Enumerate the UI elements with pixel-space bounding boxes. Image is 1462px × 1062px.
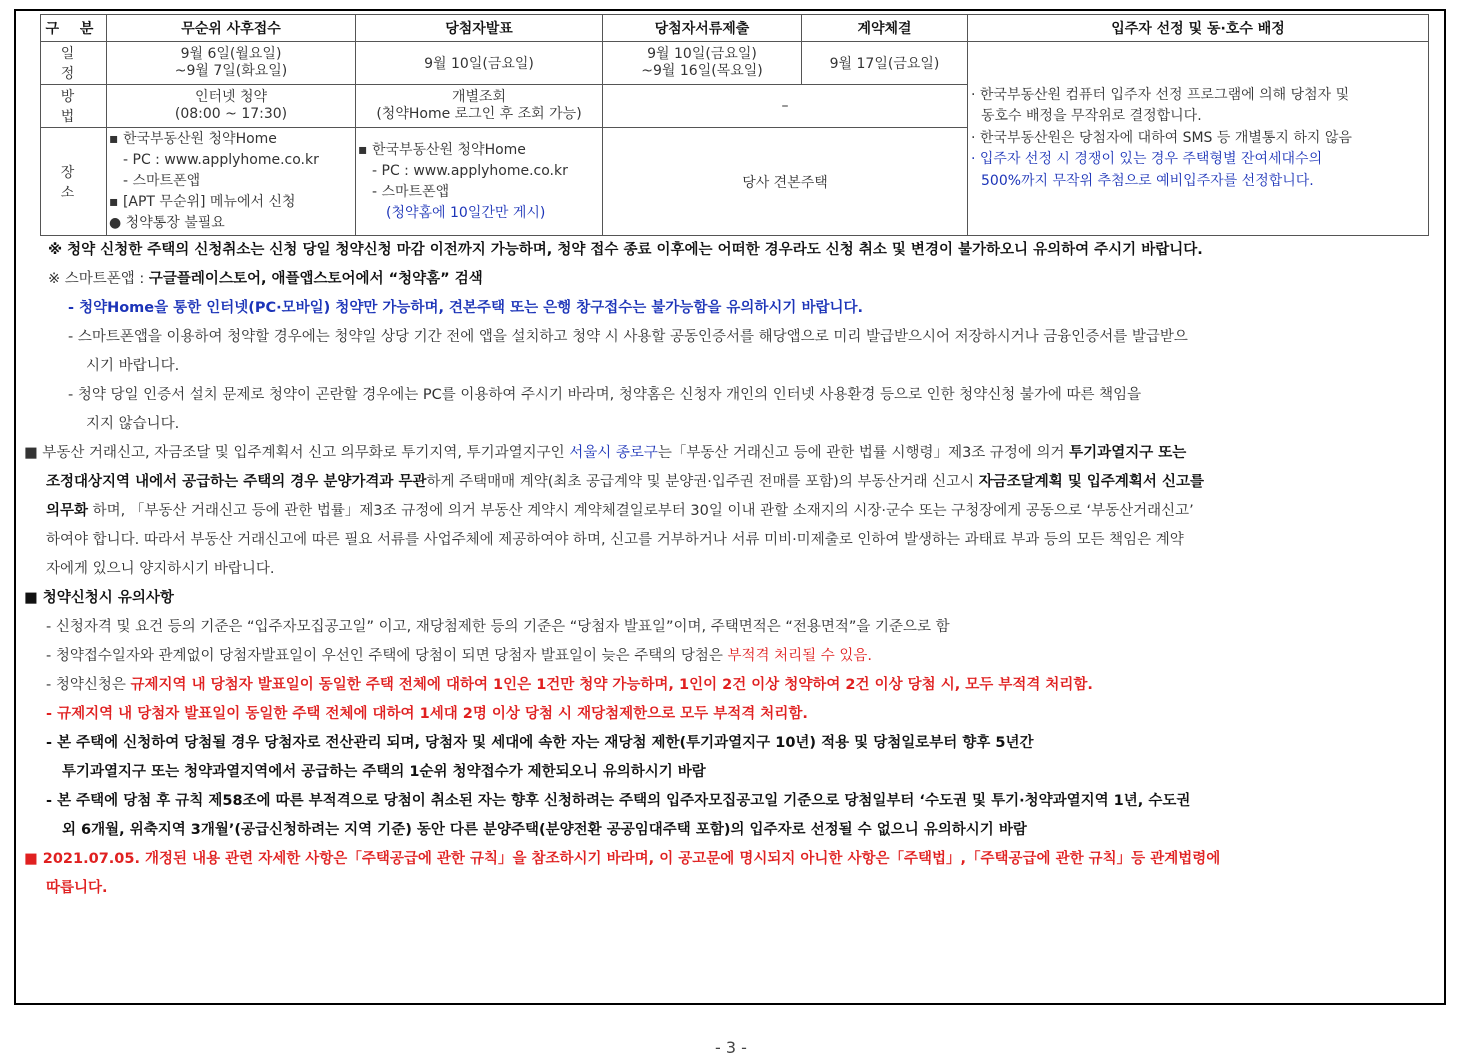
report-2b: 하게 주택매매 계약(최초 공급계약 및 분양권·입주권 전매를 포함)의 부동산거래 신고시 bbox=[426, 474, 979, 490]
place-unranked-2: - PC : www.applyhome.co.kr bbox=[123, 152, 319, 168]
date-announcement: 9월 10일(금요일) bbox=[356, 42, 603, 85]
report-3b: 하며, 「부동산 거래신고 등에 관한 법률」제3조 규정에 의거 부동산 계약시 계약체결일로부터 30일 이내 관할 소재지의 시장·군수 또는 구청장에게 공동으로 ‘부동산거래신고’ bbox=[88, 503, 1194, 519]
note-certificate-b: 시기 바랍니다. bbox=[86, 358, 180, 374]
method-documents-contract: – bbox=[603, 85, 968, 128]
note-internet-only: - 청약Home을 통한 인터넷(PC·모바일) 청약만 가능하며, 견본주택 또는 은행 창구접수는 불가능함을 유의하시기 바랍니다. bbox=[68, 300, 863, 316]
caution-5a: - 본 주택에 신청하여 당첨될 경우 당첨자로 전산관리 되며, 당첨자 및 세대에 속한 자는 재당첨 제한(투기과열지구 10년) 적용 및 당첨일로부터 향후 5년간 bbox=[46, 735, 1034, 751]
report-1b-region: 서울시 종로구 bbox=[569, 445, 658, 461]
date-unranked-end: ~9월 7일(화요일) bbox=[174, 63, 288, 79]
header-category: 구 분 bbox=[41, 15, 107, 42]
note-pc-b: 지지 않습니다. bbox=[86, 416, 180, 432]
place-announcement-2: - PC : www.applyhome.co.kr bbox=[372, 162, 568, 179]
method-announcement bbox=[356, 85, 603, 128]
place-announcement-3: - 스마트폰앱 bbox=[372, 183, 450, 200]
date-documents-end: ~9월 16일(목요일) bbox=[641, 63, 763, 79]
place-unranked bbox=[107, 128, 356, 236]
row-label-date: 일 정 bbox=[41, 42, 107, 85]
report-2c: 자금조달계획 및 입주계획서 신고를 bbox=[978, 474, 1204, 490]
place-unranked-4: ▪ [APT 무순위] 메뉴에서 신청 bbox=[109, 194, 296, 210]
place-announcement bbox=[356, 128, 603, 236]
page-number: - 3 - bbox=[715, 1038, 747, 1057]
selection-cell bbox=[968, 42, 1429, 236]
law-note-b: 따릅니다. bbox=[46, 880, 108, 896]
caution-2a: - 청약접수일자와 관계없이 당첨자발표일이 우선인 주택에 당첨이 되면 당첨자 발표일이 늦은 주택의 당첨은 bbox=[46, 648, 728, 664]
selection-line-5: 500%까지 무작위 추첨으로 예비입주자를 선정합니다. bbox=[981, 172, 1314, 189]
caution-2 bbox=[46, 644, 872, 665]
header-contract: 계약체결 bbox=[802, 15, 968, 42]
note-cancel: ※ 청약 신청한 주택의 신청취소는 신청 당일 청약신청 마감 이전까지 가능하며, 청약 접수 종료 이후에는 어떠한 경우라도 신청 취소 및 변경이 불가하오니 유의하여 주시기 바랍니다. bbox=[48, 242, 1203, 258]
method-announcement-b: (청약Home 로그인 후 조회 가능) bbox=[376, 106, 582, 122]
report-1d: 투기과열지구 또는 bbox=[1069, 445, 1187, 461]
method-unranked-a: 인터넷 청약 bbox=[194, 89, 268, 105]
report-line-4: 하여야 합니다. 따라서 부동산 거래신고에 따른 필요 서류를 사업주체에 제공하여야 하며, 신고를 거부하거나 서류 미비·미제출로 인하여 발생하는 과태료 부과 등의 모든 책임은 계약 bbox=[46, 532, 1184, 548]
header-winner-announcement: 당첨자발표 bbox=[356, 15, 603, 42]
note-app-stores: 구글플레이스토어, 애플앱스토어에서 “청약홈” 검색 bbox=[148, 271, 483, 287]
note-app bbox=[48, 267, 483, 288]
place-unranked-1: ▪ 한국부동산원 청약Home bbox=[109, 131, 277, 147]
caution-3a: - 청약신청은 bbox=[46, 677, 131, 693]
caution-4: - 규제지역 내 당첨자 발표일이 동일한 주택 전체에 대하여 1세대 2명 이상 당첨 시 재당첨제한으로 모두 부적격 처리함. bbox=[46, 706, 808, 722]
report-line-5: 자에게 있으니 양지하시기 바랍니다. bbox=[46, 561, 275, 577]
caution-6b: 외 6개월, 위축지역 3개월’(공급신청하려는 지역 기준) 동안 다른 분양주택(분양전환 공공임대주택 포함)의 입주자로 선정될 수 없으니 유의하시기 바람 bbox=[62, 822, 1027, 838]
table-row-date bbox=[41, 42, 1429, 85]
header-unranked-application: 무순위 사후접수 bbox=[107, 15, 356, 42]
report-line-1 bbox=[24, 441, 1186, 462]
row-label-method: 방 법 bbox=[41, 85, 107, 128]
selection-line-1: · 한국부동산원 컴퓨터 입주자 선정 프로그램에 의해 당첨자 및 bbox=[971, 86, 1350, 103]
report-line-3 bbox=[46, 499, 1194, 520]
note-app-prefix: ※ 스마트폰앱 : bbox=[48, 271, 149, 287]
place-unranked-5: ● 청약통장 불필요 bbox=[109, 215, 225, 231]
date-contract: 9월 17일(금요일) bbox=[802, 42, 968, 85]
method-unranked bbox=[107, 85, 356, 128]
schedule-table bbox=[40, 14, 1429, 236]
date-unranked-start: 9월 6일(월요일) bbox=[180, 46, 282, 62]
caution-6a: - 본 주택에 당첨 후 규칙 제58조에 따른 부적격으로 당첨이 취소된 자는 향후 신청하려는 주택의 입주자모집공고일 기준으로 당첨일부터 ‘수도권 및 투기·청약과열지역 1년, 수도권 bbox=[46, 793, 1191, 809]
caution-title: ■ 청약신청시 유의사항 bbox=[24, 590, 174, 606]
method-unranked-b: (08:00 ~ 17:30) bbox=[174, 106, 288, 122]
selection-line-2: 동호수 배정을 무작위로 결정합니다. bbox=[981, 108, 1202, 125]
header-document-submission: 당첨자서류제출 bbox=[603, 15, 802, 42]
place-documents-contract: 당사 견본주택 bbox=[603, 128, 968, 236]
date-unranked bbox=[107, 42, 356, 85]
place-announcement-4: (청약홈에 10일간만 게시) bbox=[386, 204, 546, 221]
note-certificate-a: - 스마트폰앱을 이용하여 청약할 경우에는 청약일 상당 기간 전에 앱을 설치하고 청약 시 사용할 공동인증서를 해당앱으로 미리 발급받으시어 저장하시거나 금융인증서를 발급받으 bbox=[68, 329, 1188, 345]
caution-3b: 규제지역 내 당첨자 발표일이 동일한 주택 전체에 대하여 1인은 1건만 청약 가능하며, 1인이 2건 이상 청약하여 2건 이상 당첨 시, 모두 부적격 처리함. bbox=[130, 677, 1093, 693]
row-label-place: 장 소 bbox=[41, 128, 107, 236]
report-3a: 의무화 bbox=[46, 503, 89, 519]
report-2a: 조정대상지역 내에서 공급하는 주택의 경우 분양가격과 무관 bbox=[46, 474, 427, 490]
date-documents-start: 9월 10일(금요일) bbox=[647, 46, 757, 62]
caution-2b: 부적격 처리될 수 있음. bbox=[727, 648, 872, 664]
law-note-a: ■ 2021.07.05. 개정된 내용 관련 자세한 사항은「주택공급에 관한 규칙」을 참조하시기 바라며, 이 공고문에 명시되지 아니한 사항은「주택법」,「주택공급에 관한 규칙」등 관계법령에 bbox=[24, 851, 1221, 867]
selection-line-4: · 입주자 선정 시 경쟁이 있는 경우 주택형별 잔여세대수의 bbox=[971, 151, 1323, 168]
place-unranked-3: - 스마트폰앱 bbox=[123, 173, 201, 189]
table-header-row bbox=[41, 15, 1429, 42]
report-line-2 bbox=[46, 470, 1204, 491]
header-selection: 입주자 선정 및 동·호수 배정 bbox=[968, 15, 1429, 42]
caution-3 bbox=[46, 673, 1093, 694]
place-announcement-1: ▪ 한국부동산원 청약Home bbox=[358, 141, 526, 158]
caution-1: - 신청자격 및 요건 등의 기준은 “입주자모집공고일” 이고, 재당첨제한 등의 기준은 “당첨자 발표일”이며, 주택면적은 “전용면적”을 기준으로 함 bbox=[46, 619, 950, 635]
note-pc-a: - 청약 당일 인증서 설치 문제로 청약이 곤란할 경우에는 PC를 이용하여 주시기 바라며, 청약홈은 신청자 개인의 인터넷 사용환경 등으로 인한 청약신청 불가에 따른 책임을 bbox=[68, 387, 1142, 403]
selection-line-3: · 한국부동산원은 당첨자에 대하여 SMS 등 개별통지 하지 않음 bbox=[971, 129, 1352, 146]
date-documents bbox=[603, 42, 802, 85]
method-announcement-a: 개별조회 bbox=[451, 89, 507, 105]
caution-5b: 투기과열지구 또는 청약과열지역에서 공급하는 주택의 1순위 청약접수가 제한되오니 유의하시기 바람 bbox=[62, 764, 706, 780]
report-1a: ■ 부동산 거래신고, 자금조달 및 입주계획서 신고 의무화로 투기지역, 투기과열지구인 bbox=[24, 445, 570, 461]
report-1c: 는「부동산 거래신고 등에 관한 법률 시행령」제3조 규정에 의거 bbox=[657, 445, 1070, 461]
